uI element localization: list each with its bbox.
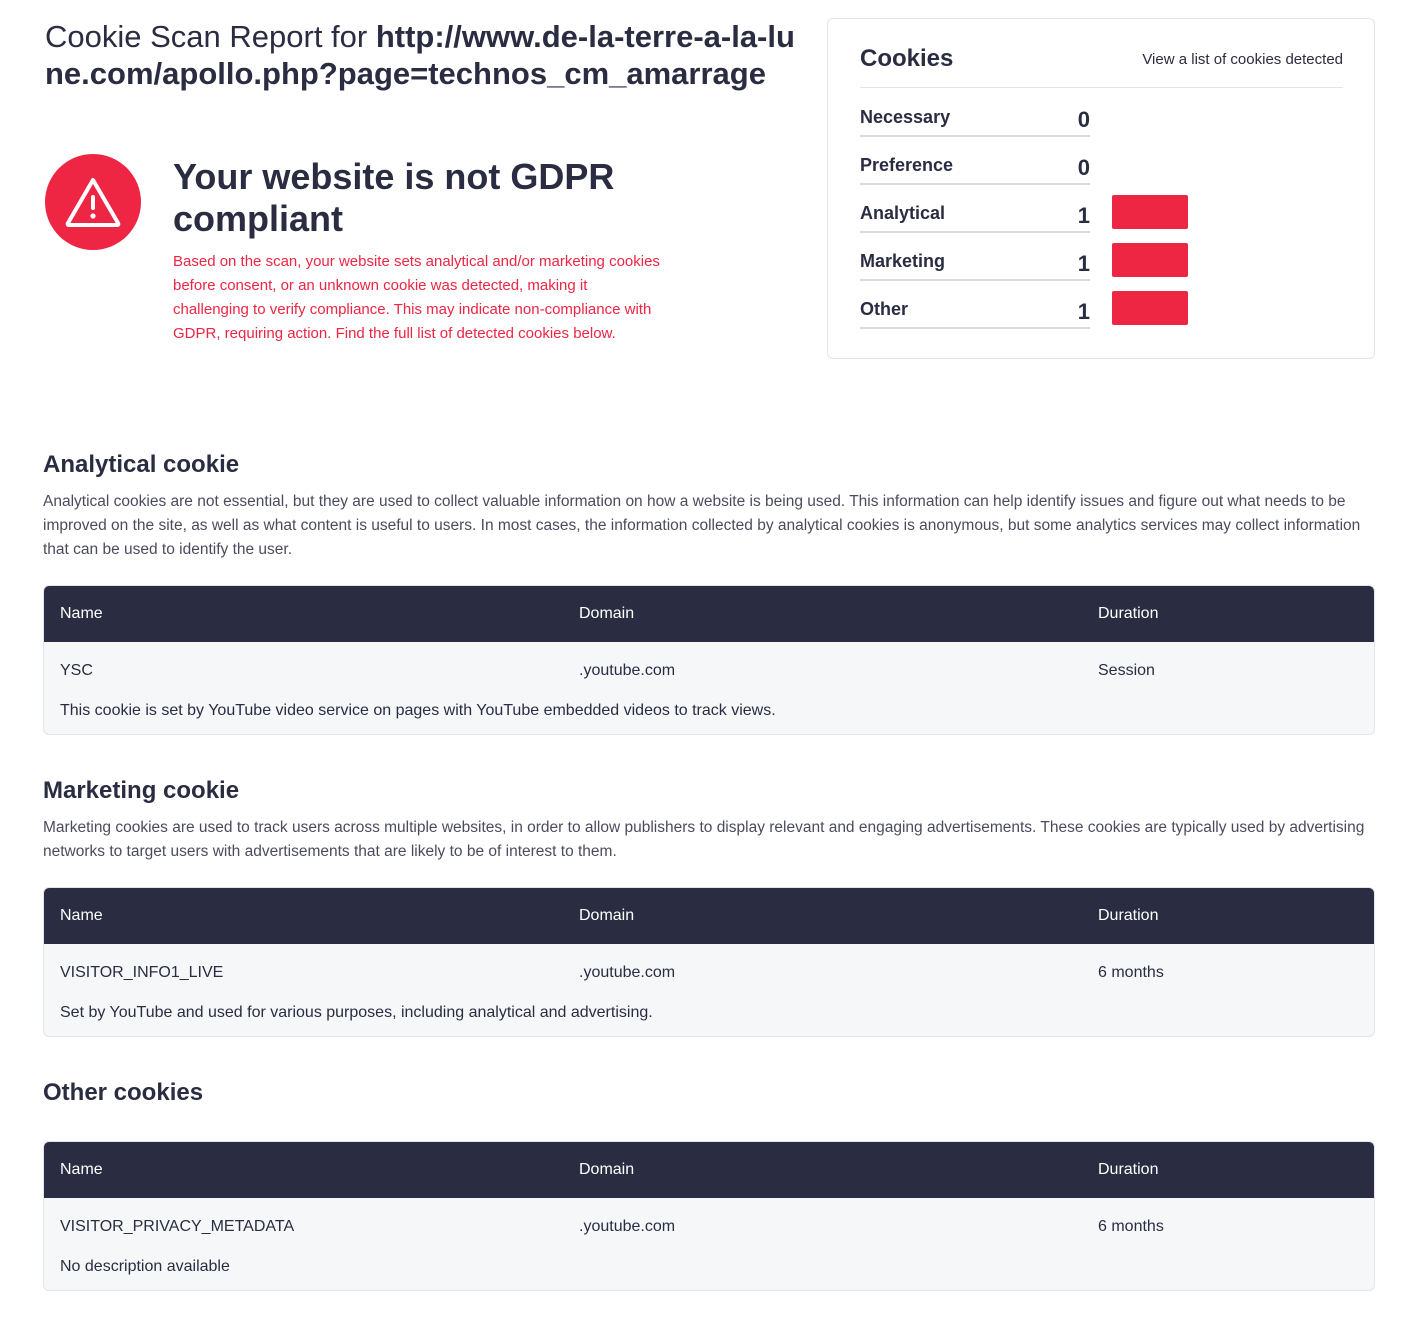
category-count-bar xyxy=(1112,195,1188,229)
category-label: Necessary xyxy=(860,107,951,127)
column-header-name: Name xyxy=(60,907,103,924)
category-count-bar xyxy=(1112,291,1188,325)
view-cookie-list-link[interactable]: View a list of cookies detected xyxy=(1142,51,1343,68)
cookie-duration: 6 months xyxy=(1098,964,1164,981)
table-header xyxy=(44,1142,1374,1198)
cookie-duration: 6 months xyxy=(1098,1218,1164,1235)
category-count: 1 xyxy=(1077,299,1090,324)
report-title-prefix: Cookie Scan Report for xyxy=(45,19,368,54)
analytical-section-title: Analytical cookie xyxy=(43,451,240,478)
table-header xyxy=(44,586,1374,642)
column-header-name: Name xyxy=(60,605,103,622)
column-header-domain: Domain xyxy=(579,907,635,924)
column-header-name: Name xyxy=(60,1161,103,1178)
cookie-name: VISITOR_PRIVACY_METADATA xyxy=(60,1218,295,1235)
category-count-bar xyxy=(1112,243,1188,277)
column-header-domain: Domain xyxy=(579,1161,635,1178)
cookie-name: YSC xyxy=(60,662,93,679)
summary-header xyxy=(860,45,1343,88)
column-header-duration: Duration xyxy=(1098,907,1159,924)
cookie-domain: .youtube.com xyxy=(579,964,676,981)
cookie-description: Set by YouTube and used for various purposes, including analytical and advertising. xyxy=(60,1004,653,1021)
verdict-description: Based on the scan, your website sets analytical and/or marketing cookies before consent, or an unknown cookie was detected, making it challenging to verify compliance. This may indicate non-compliance with GDPR, requiring action. Find the full list of detected cookies below. xyxy=(173,253,660,342)
category-count: 0 xyxy=(1077,107,1090,132)
category-row-analytical xyxy=(860,201,1190,235)
cookie-description: This cookie is set by YouTube video service on pages with YouTube embedded videos to track views. xyxy=(60,702,776,719)
warning-triangle-icon xyxy=(45,154,141,250)
category-row-marketing xyxy=(860,249,1190,283)
cookie-duration: Session xyxy=(1098,662,1155,679)
cookie-description: No description available xyxy=(60,1258,230,1275)
category-count: 1 xyxy=(1077,251,1090,276)
table-header xyxy=(44,888,1374,944)
table-row xyxy=(44,1198,1374,1290)
report-title xyxy=(45,18,805,92)
summary-title: Cookies xyxy=(860,45,954,72)
verdict-title: Your website is not GDPR compliant xyxy=(173,156,615,239)
cookie-domain: .youtube.com xyxy=(579,1218,676,1235)
marketing-cookie-table xyxy=(43,887,1375,1037)
category-row-other xyxy=(860,297,1190,331)
category-count: 0 xyxy=(1077,155,1090,180)
table-row xyxy=(44,944,1374,1036)
marketing-section-title: Marketing cookie xyxy=(43,777,240,804)
marketing-section-description: Marketing cookies are used to track users across multiple websites, in order to allow publishers to display relevant and engaging advertisements. These cookies are typically used by advertising networks to target users with advertisements that are likely to be of interest to them. xyxy=(43,819,1365,860)
category-label-wrap xyxy=(860,201,1090,233)
category-label-wrap xyxy=(860,297,1090,329)
category-label-wrap xyxy=(860,105,1090,137)
cookie-name: VISITOR_INFO1_LIVE xyxy=(60,964,224,981)
column-header-duration: Duration xyxy=(1098,1161,1159,1178)
cookie-summary-card xyxy=(827,18,1375,359)
category-row-necessary xyxy=(860,105,1190,139)
cookie-domain: .youtube.com xyxy=(579,662,676,679)
column-header-domain: Domain xyxy=(579,605,635,622)
category-row-preference xyxy=(860,153,1190,187)
other-section-title: Other cookies xyxy=(43,1079,204,1106)
category-label: Analytical xyxy=(860,203,946,223)
column-header-duration: Duration xyxy=(1098,605,1159,622)
scanned-url: http://www.de-la-terre-a-la-lune.com/apollo.php?page=technos_cm_amarrage xyxy=(45,19,795,91)
table-row xyxy=(44,642,1374,734)
category-label: Preference xyxy=(860,155,954,175)
category-label: Other xyxy=(860,299,909,319)
category-label-wrap xyxy=(860,153,1090,185)
other-cookie-table xyxy=(43,1141,1375,1291)
category-count: 1 xyxy=(1077,203,1090,228)
analytical-cookie-table xyxy=(43,585,1375,735)
analytical-section-description: Analytical cookies are not essential, but they are used to collect valuable information on how a website is being used. This information can help identify issues and figure out what needs to be improved on the site, as well as what content is useful to users. In most cases, the information collected by analytical cookies is anonymous, but some analytics services may collect information that can be used to identify the user. xyxy=(43,493,1361,558)
category-label-wrap xyxy=(860,249,1090,281)
category-label: Marketing xyxy=(860,251,946,271)
